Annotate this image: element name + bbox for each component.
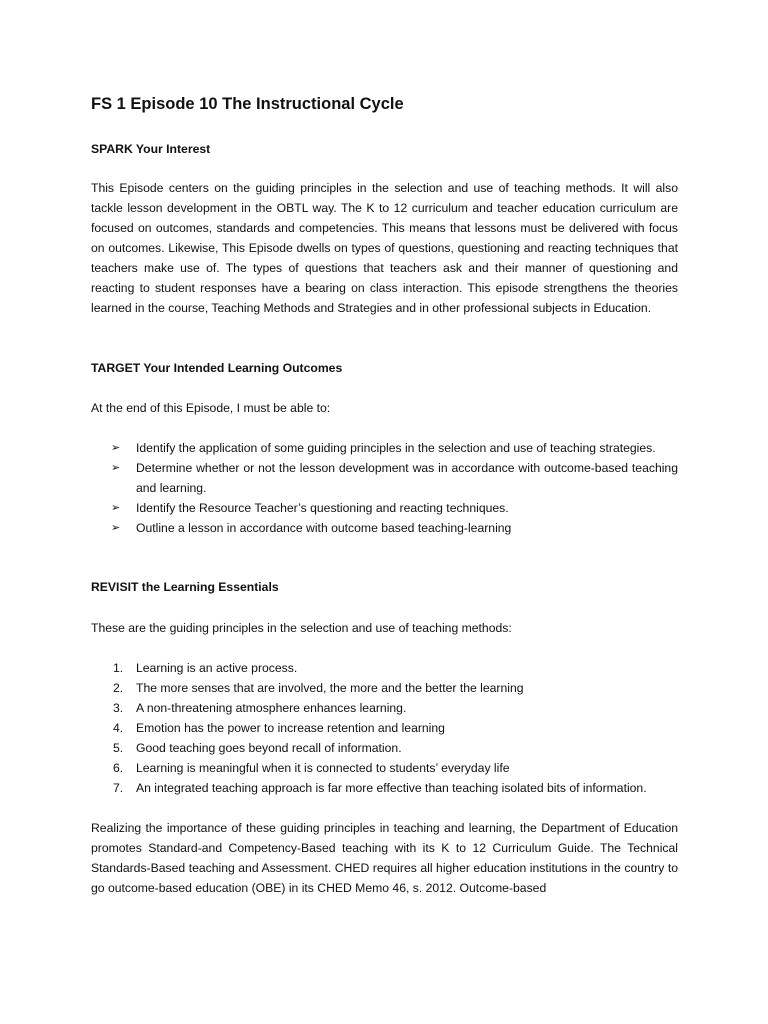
arrow-bullet-icon: ➢ bbox=[111, 522, 121, 534]
principle-text: Good teaching goes beyond recall of information. bbox=[136, 741, 402, 755]
principles-list bbox=[91, 658, 678, 798]
target-heading: TARGET Your Intended Learning Outcomes bbox=[91, 361, 343, 375]
list-item bbox=[91, 438, 678, 458]
principle-text: The more senses that are involved, the more and the better the learning bbox=[136, 681, 524, 695]
item-number: 5. bbox=[113, 741, 124, 755]
outcome-text: Identify the Resource Teacher’s questioning and reacting techniques. bbox=[136, 501, 509, 515]
list-item bbox=[91, 718, 678, 738]
principle-text: Learning is meaningful when it is connected to students’ everyday life bbox=[136, 761, 510, 775]
outcome-text: Identify the application of some guiding principles in the selection and use of teaching strategies. bbox=[136, 441, 656, 455]
item-number: 6. bbox=[113, 761, 124, 775]
list-item bbox=[91, 658, 678, 678]
list-item bbox=[91, 758, 678, 778]
spark-heading: SPARK Your Interest bbox=[91, 142, 211, 156]
item-number: 2. bbox=[113, 681, 124, 695]
principle-text: Learning is an active process. bbox=[136, 661, 298, 675]
item-number: 7. bbox=[113, 781, 124, 795]
item-number: 1. bbox=[113, 661, 124, 675]
list-item bbox=[91, 678, 678, 698]
target-intro: At the end of this Episode, I must be able to: bbox=[91, 401, 331, 415]
outcome-text: Determine whether or not the lesson development was in accordance with outcome-based teaching and learning. bbox=[136, 461, 678, 495]
outcome-text: Outline a lesson in accordance with outcome based teaching-learning bbox=[136, 521, 512, 535]
revisit-heading: REVISIT the Learning Essentials bbox=[91, 580, 279, 594]
spark-paragraph: This Episode centers on the guiding principles in the selection and use of teaching methods. It will also tackle lesson development in the OBTL way. The K to 12 curriculum and teacher education curriculum are focused on outcomes, standards and competencies. This means that lessons must be delivered with focus on outcomes. Likewise, This Episode dwells on types of questions, questioning and reacting techniques that teachers make use of. The types of questions that teachers ask and their manner of questioning and reacting to student responses have a bearing on class interaction. This episode strengthens the theories learned in the course, Teaching Methods and Strategies and in other professional subjects in Education. bbox=[91, 181, 678, 315]
revisit-intro: These are the guiding principles in the selection and use of teaching methods: bbox=[91, 621, 512, 635]
list-item bbox=[91, 738, 678, 758]
arrow-bullet-icon: ➢ bbox=[111, 442, 121, 454]
list-item bbox=[91, 698, 678, 718]
list-item bbox=[91, 778, 678, 798]
principle-text: A non-threatening atmosphere enhances learning. bbox=[136, 701, 407, 715]
outcomes-list bbox=[91, 438, 678, 538]
principle-text: Emotion has the power to increase retention and learning bbox=[136, 721, 445, 735]
page-title: FS 1 Episode 10 The Instructional Cycle bbox=[91, 95, 404, 113]
principle-text: An integrated teaching approach is far more effective than teaching isolated bits of information. bbox=[136, 781, 647, 795]
arrow-bullet-icon: ➢ bbox=[111, 462, 121, 474]
closing-paragraph: Realizing the importance of these guiding principles in teaching and learning, the Department of Education promotes Standard-and Competency-Based teaching with its K to 12 Curriculum Guide. The Technical Standards-Based teaching and Assessment. CHED requires all higher education institutions in the country to go outcome-based education (OBE) in its CHED Memo 46, s. 2012. Outcome-based bbox=[91, 821, 678, 895]
list-item bbox=[91, 518, 678, 538]
list-item bbox=[91, 498, 678, 518]
arrow-bullet-icon: ➢ bbox=[111, 502, 121, 514]
list-item bbox=[91, 458, 678, 498]
item-number: 4. bbox=[113, 721, 124, 735]
item-number: 3. bbox=[113, 701, 124, 715]
